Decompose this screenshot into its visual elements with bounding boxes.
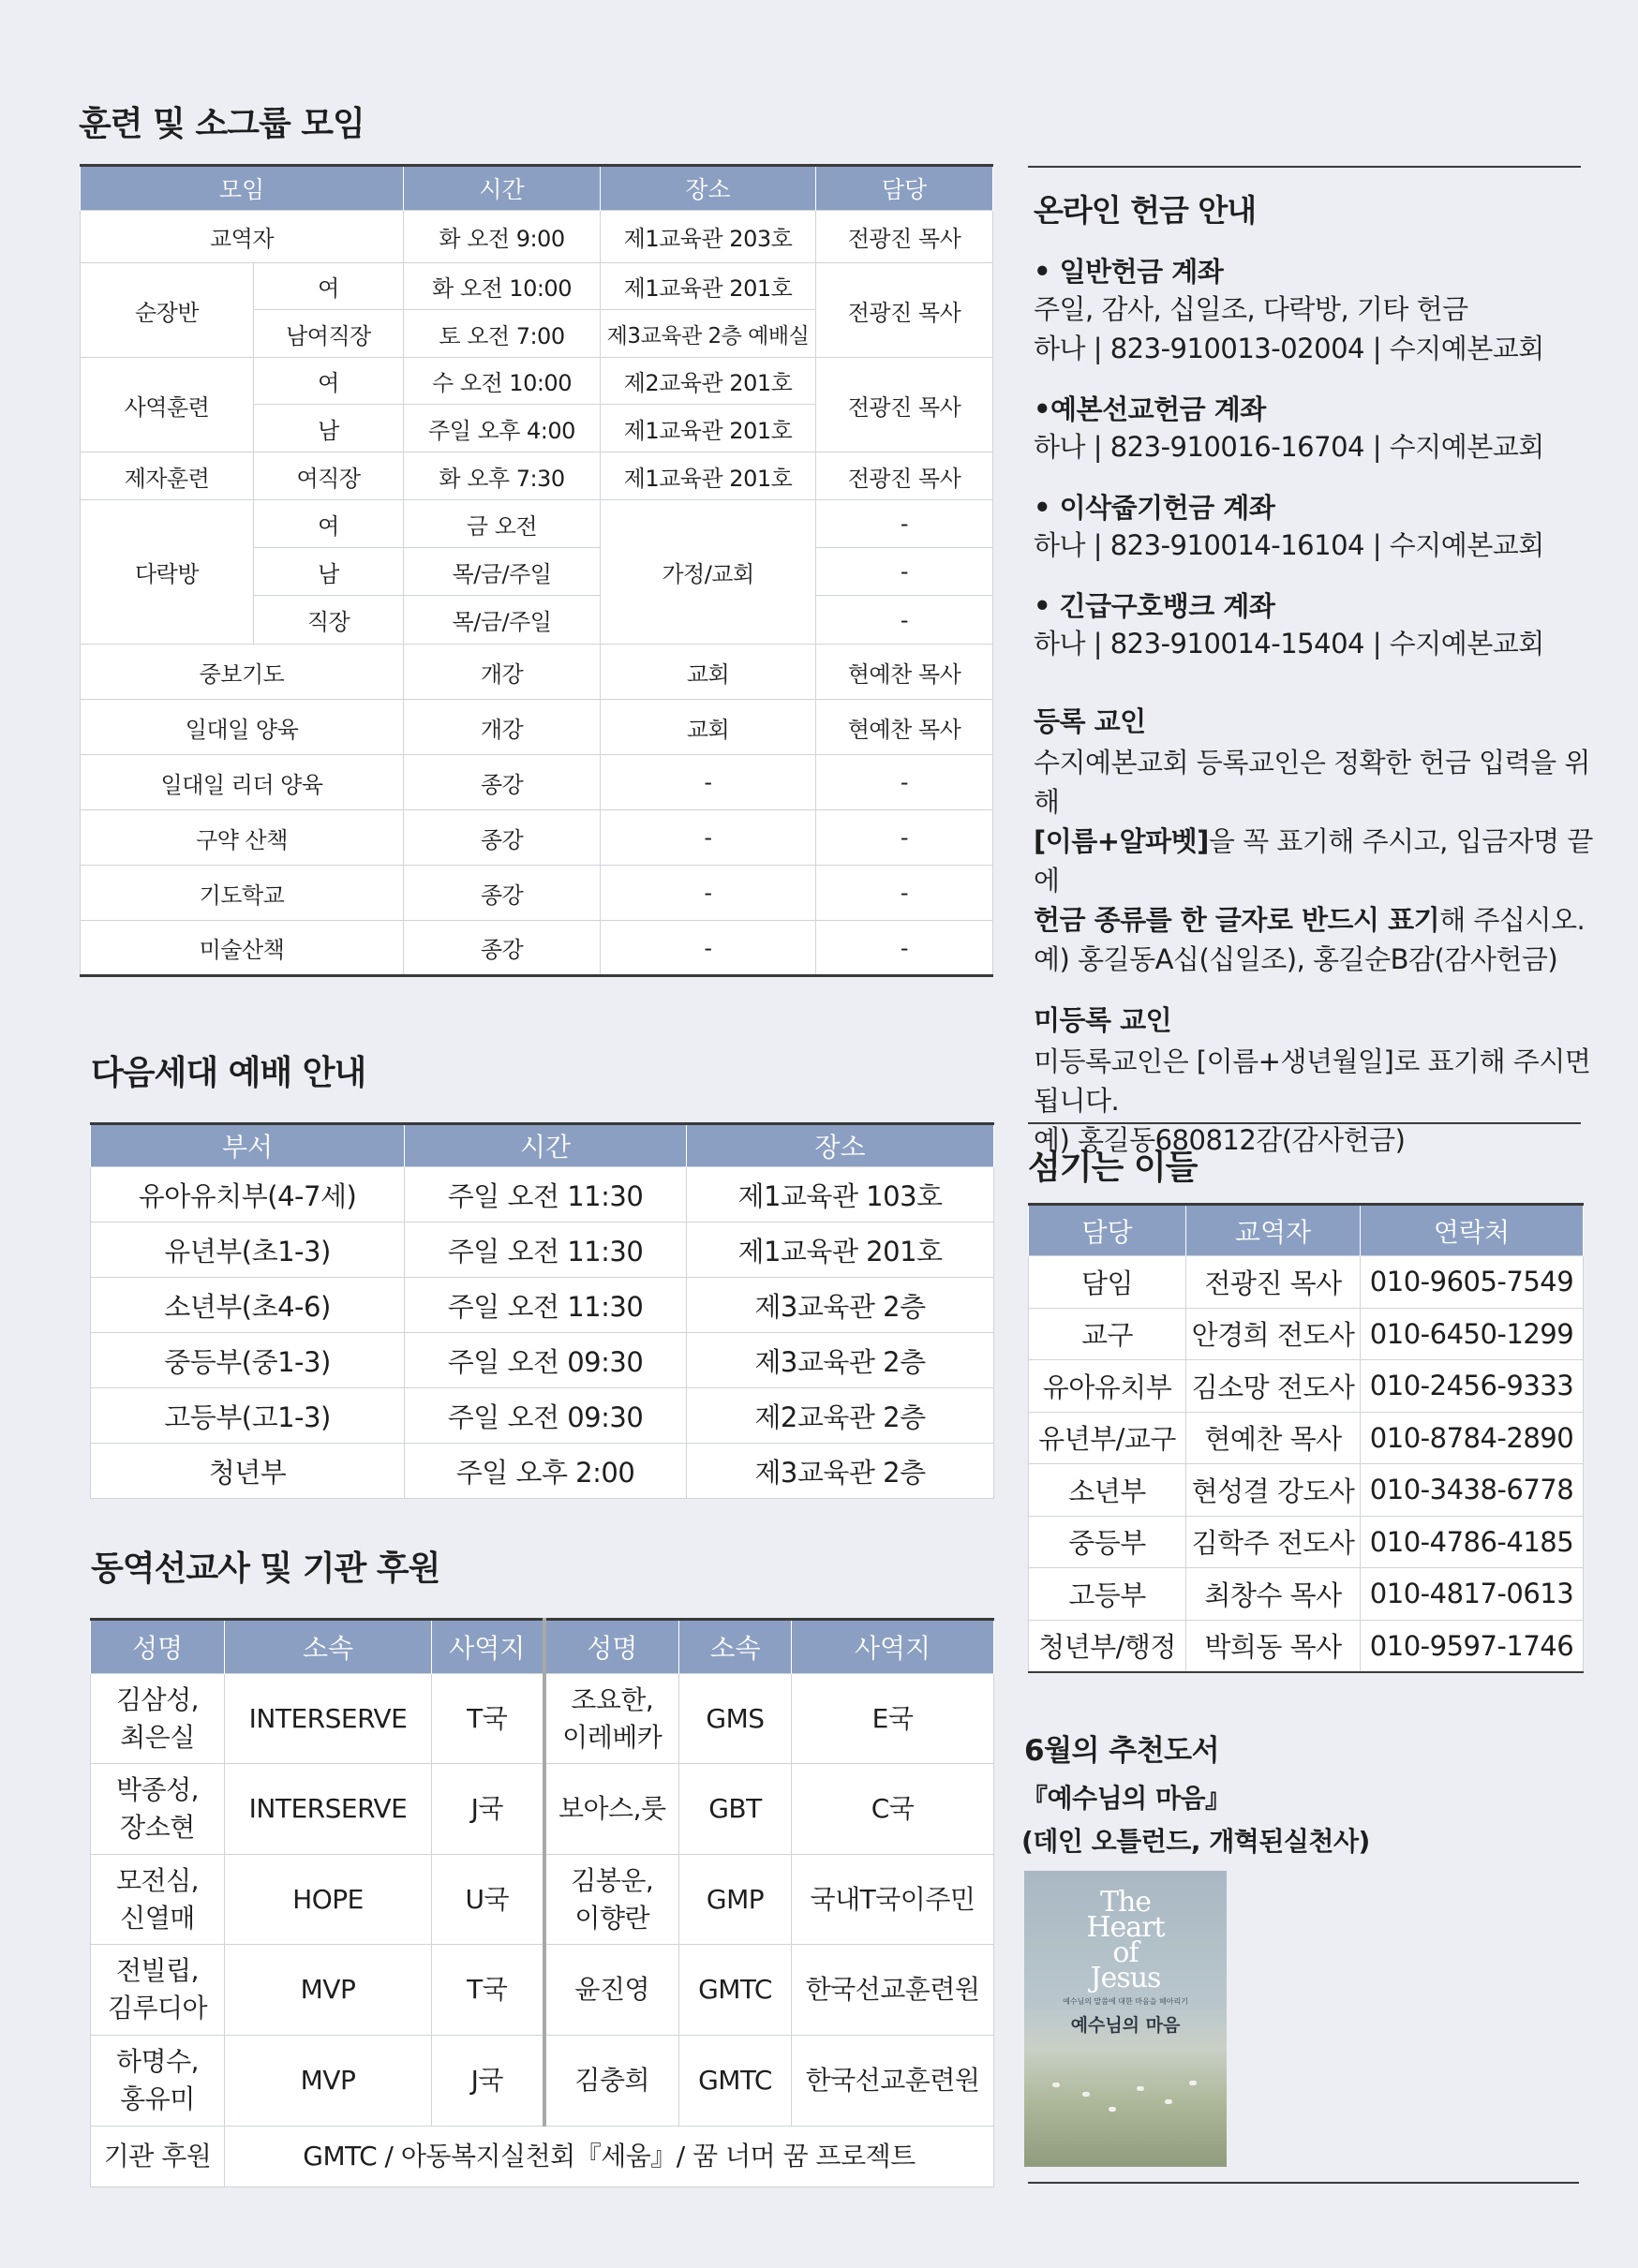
table-row — [81, 866, 993, 921]
table-cell: 토 오전 7:00 — [404, 310, 601, 358]
account-number: 하나 | 823-910013-02004 | 수지예본교회 — [1034, 333, 1544, 364]
table-cell: 유년부(초1-3) — [91, 1223, 405, 1278]
header-cell: 담당 — [816, 166, 993, 211]
table-cell: 주일 오전 09:30 — [405, 1388, 687, 1444]
table-cell: J국 — [432, 2036, 544, 2127]
table-cell: 박종성, 장소현 — [91, 1764, 225, 1855]
table-cell: 개강 — [404, 645, 601, 700]
header-cell: 교역자 — [1186, 1205, 1361, 1256]
unregistered-example: 예) 홍길동680812감(감사헌금) — [1034, 1124, 1406, 1156]
table-cell: 제2교육관 2층 — [687, 1388, 994, 1444]
table-row — [91, 2036, 994, 2127]
cover-title-line: Jesus — [1090, 1962, 1161, 1994]
header-cell: 장소 — [687, 1124, 994, 1167]
table-cell: 여 — [254, 500, 404, 548]
table-cell: 화 오전 10:00 — [404, 263, 601, 310]
table-cell: 조요한, 이레베카 — [544, 1674, 679, 1764]
table-cell: 010-4786-4185 — [1361, 1516, 1584, 1568]
table-cell: 김소망 전도사 — [1186, 1360, 1361, 1413]
account-title: • 긴급구호뱅크 계좌 — [1034, 590, 1275, 622]
table-cell: 교구 — [1029, 1308, 1186, 1360]
header-cell: 성명 — [544, 1620, 679, 1674]
table-cell: 제3교육관 2층 예배실 — [601, 310, 816, 358]
table-row — [1029, 1568, 1584, 1621]
table-cell: 주일 오후 4:00 — [404, 405, 601, 452]
table-cell: 사역훈련 — [81, 358, 254, 452]
table-row — [91, 1333, 994, 1388]
table-cell: 남 — [254, 548, 404, 596]
table-cell: 교회 — [601, 645, 816, 700]
header-cell: 부서 — [91, 1124, 405, 1167]
table-cell: 남 — [254, 405, 404, 452]
table-cell: E국 — [792, 1674, 994, 1764]
table-cell: 청년부/행정 — [1029, 1620, 1186, 1672]
table-row — [1029, 1256, 1584, 1309]
table-header — [91, 1124, 994, 1167]
registered-text: 수지예본교회 등록교인은 정확한 헌금 입력을 위해 — [1034, 747, 1590, 818]
book-cover-image — [1024, 1871, 1227, 2167]
table-cell: 전빌립, 김루디아 — [91, 1945, 225, 2036]
missions-title: 동역선교사 및 기관 후원 — [91, 1549, 440, 1588]
table-cell: 중보기도 — [81, 645, 404, 700]
account-title: • 이삭줍기헌금 계좌 — [1034, 492, 1275, 524]
registered-example: 예) 홍길동A십(십일조), 홍길순B감(감사헌금) — [1034, 943, 1558, 975]
table-row — [81, 211, 993, 263]
missions-table — [90, 1618, 994, 2187]
table-cell: 최창수 목사 — [1186, 1568, 1361, 1621]
divider — [1028, 166, 1581, 168]
table-cell: 제2교육관 201호 — [601, 358, 816, 405]
registered-title: 등록 교인 — [1034, 705, 1146, 737]
table-header — [1029, 1205, 1584, 1256]
table-cell: HOPE — [225, 1855, 432, 1945]
table-cell: INTERSERVE — [225, 1674, 432, 1764]
table-row — [81, 500, 993, 548]
book-cover-title — [1024, 1886, 1227, 1994]
table-cell: 국내T국이주민 — [792, 1855, 994, 1945]
header-cell: 시간 — [405, 1124, 687, 1167]
cover-title-line: The — [1099, 1886, 1152, 1919]
table-cell: 모전심, 신열매 — [91, 1855, 225, 1945]
registered-text-part: 해 주십시오. — [1439, 904, 1586, 936]
table-cell: 일대일 리더 양육 — [81, 755, 404, 810]
table-cell: 종강 — [404, 810, 601, 866]
table-row — [1029, 1464, 1584, 1517]
table-cell: 금 오전 — [404, 500, 601, 548]
table-cell: - — [816, 755, 993, 810]
table-cell: 전광진 목사 — [816, 263, 993, 358]
table-cell: J국 — [432, 1764, 544, 1855]
table-cell: 주일 오전 11:30 — [405, 1278, 687, 1333]
table-cell: 제1교육관 103호 — [687, 1167, 994, 1223]
cover-title-line: Heart — [1086, 1911, 1165, 1944]
book-section-title: 6월의 추천도서 — [1024, 1734, 1220, 1768]
table-cell: - — [816, 866, 993, 921]
table-row — [91, 1388, 994, 1444]
table-cell: 여 — [254, 358, 404, 405]
table-cell: 010-8784-2890 — [1361, 1412, 1584, 1464]
table-row — [91, 1855, 994, 1945]
table-cell: 010-4817-0613 — [1361, 1568, 1584, 1621]
highlight-text: 헌금 종류를 한 글자로 반드시 표기 — [1034, 904, 1440, 936]
table-row — [81, 921, 993, 976]
sheep-shape — [1052, 2083, 1060, 2087]
table-cell: GBT — [679, 1764, 792, 1855]
institution-label: 기관 후원 — [91, 2127, 225, 2187]
header-cell: 사역지 — [792, 1620, 994, 1674]
table-cell: 종강 — [404, 866, 601, 921]
table-cell: 목/금/주일 — [404, 548, 601, 596]
table-cell: 010-6450-1299 — [1361, 1308, 1584, 1360]
table-cell: 직장 — [254, 596, 404, 645]
table-row — [81, 810, 993, 866]
table-cell: 수 오전 10:00 — [404, 358, 601, 405]
table-cell: 한국선교훈련원 — [792, 2036, 994, 2127]
table-cell: 소년부 — [1029, 1464, 1186, 1517]
table-cell: 010-2456-9333 — [1361, 1360, 1584, 1413]
table-cell: 제1교육관 201호 — [601, 405, 816, 452]
table-cell: 010-3438-6778 — [1361, 1464, 1584, 1517]
table-row — [91, 1444, 994, 1499]
sheep-shape — [1082, 2092, 1090, 2097]
sheep-shape — [1165, 2099, 1172, 2104]
table-cell: 제3교육관 2층 — [687, 1278, 994, 1333]
header-cell: 담당 — [1029, 1205, 1186, 1256]
table-cell: 현예찬 목사 — [1186, 1412, 1361, 1464]
table-cell: 제1교육관 201호 — [601, 452, 816, 500]
header-cell: 연락처 — [1361, 1205, 1584, 1256]
table-cell: 기도학교 — [81, 866, 404, 921]
unregistered-text: 됩니다. — [1034, 1085, 1120, 1117]
table-cell: 현예찬 목사 — [816, 645, 993, 700]
table-cell: - — [601, 921, 816, 976]
training-table — [80, 164, 993, 977]
table-cell: 제3교육관 2층 — [687, 1444, 994, 1499]
table-cell: 소년부(초4-6) — [91, 1278, 405, 1333]
header-cell: 시간 — [404, 166, 601, 211]
table-cell: 교회 — [601, 700, 816, 755]
table-cell: 주일 오후 2:00 — [405, 1444, 687, 1499]
table-cell: - — [601, 810, 816, 866]
table-cell: 하명수, 홍유미 — [91, 2036, 225, 2127]
table-cell: - — [601, 866, 816, 921]
table-cell: 일대일 양육 — [81, 700, 404, 755]
servers-title: 섬기는 이들 — [1028, 1149, 1198, 1187]
account-number: 하나 | 823-910016-16704 | 수지예본교회 — [1034, 431, 1544, 463]
table-cell: 가정/교회 — [601, 500, 816, 645]
table-cell: 유아유치부 — [1029, 1360, 1186, 1413]
table-cell: 여 — [254, 263, 404, 310]
table-cell: 개강 — [404, 700, 601, 755]
account-title: • 일반헌금 계좌 — [1034, 256, 1224, 288]
table-cell: 여직장 — [254, 452, 404, 500]
book-cover-korean-title: 예수님의 마음 — [1070, 2015, 1181, 2036]
table-cell: 유아유치부(4-7세) — [91, 1167, 405, 1223]
table-cell: 종강 — [404, 755, 601, 810]
institution-value: GMTC / 아동복지실천회『세움』/ 꿈 너머 꿈 프로젝트 — [225, 2127, 994, 2187]
unregistered-text: 미등록교인은 [이름+생년월일]로 표기해 주시면 — [1034, 1045, 1591, 1077]
table-cell: 화 오후 7:30 — [404, 452, 601, 500]
table-row — [81, 645, 993, 700]
table-cell: 담임 — [1029, 1256, 1186, 1309]
table-row — [91, 2127, 994, 2187]
table-cell: 제1교육관 201호 — [687, 1223, 994, 1278]
table-cell: 청년부 — [91, 1444, 405, 1499]
table-cell: 안경희 전도사 — [1186, 1308, 1361, 1360]
table-cell: 윤진영 — [544, 1945, 679, 2036]
sheep-shape — [1137, 2086, 1144, 2091]
online-offering-section — [1034, 186, 1596, 1160]
table-cell: 제1교육관 201호 — [601, 263, 816, 310]
table-cell: 중등부 — [1029, 1516, 1186, 1568]
nextgen-table — [90, 1122, 994, 1499]
table-cell: 고등부 — [1029, 1568, 1186, 1621]
table-cell: GMTC — [679, 1945, 792, 2036]
table-cell: - — [816, 921, 993, 976]
nextgen-title: 다음세대 예배 안내 — [91, 1054, 366, 1092]
table-cell: 김삼성, 최은실 — [91, 1674, 225, 1764]
table-cell: 현예찬 목사 — [816, 700, 993, 755]
account-number: 하나 | 823-910014-15404 | 수지예본교회 — [1034, 628, 1544, 660]
table-cell: 제1교육관 203호 — [601, 211, 816, 263]
table-cell: - — [816, 596, 993, 645]
header-cell: 소속 — [679, 1620, 792, 1674]
table-cell: - — [816, 500, 993, 548]
servers-table — [1028, 1203, 1584, 1673]
header-cell: 소속 — [225, 1620, 432, 1674]
header-cell: 사역지 — [432, 1620, 544, 1674]
table-cell: 제자훈련 — [81, 452, 254, 500]
table-cell: 고등부(고1-3) — [91, 1388, 405, 1444]
table-cell: U국 — [432, 1855, 544, 1945]
table-cell: 남여직장 — [254, 310, 404, 358]
cover-title-line: of — [1112, 1936, 1139, 1969]
table-cell: 010-9605-7549 — [1361, 1256, 1584, 1309]
table-row — [81, 358, 993, 405]
table-cell: 전광진 목사 — [1186, 1256, 1361, 1309]
table-cell: GMP — [679, 1855, 792, 1945]
table-cell: 김학주 전도사 — [1186, 1516, 1361, 1568]
highlight-text: [이름+알파벳] — [1034, 825, 1209, 857]
divider — [1028, 1122, 1581, 1124]
header-cell: 성명 — [91, 1620, 225, 1674]
table-row — [1029, 1308, 1584, 1360]
book-name: 『예수님의 마음』 — [1021, 1783, 1231, 1814]
book-author: (데인 오틀런드, 개혁된실천사) — [1021, 1826, 1370, 1857]
table-row — [1029, 1620, 1584, 1672]
table-row — [91, 1764, 994, 1855]
table-cell: C국 — [792, 1764, 994, 1855]
registered-text-part: 을 꼭 표기해 주시고, 입금자명 끝에 — [1034, 825, 1593, 897]
table-cell: 전광진 목사 — [816, 452, 993, 500]
table-row — [91, 1674, 994, 1764]
table-cell: 구약 산책 — [81, 810, 404, 866]
account-title: •예본선교헌금 계좌 — [1034, 393, 1266, 425]
training-title: 훈련 및 소그룹 모임 — [79, 105, 365, 143]
table-cell: MVP — [225, 1945, 432, 2036]
header-cell: 장소 — [601, 166, 816, 211]
table-row — [91, 1278, 994, 1333]
registered-text — [1034, 822, 1596, 900]
table-cell: 주일 오전 09:30 — [405, 1333, 687, 1388]
table-cell: T국 — [432, 1945, 544, 2036]
table-cell: 주일 오전 11:30 — [405, 1223, 687, 1278]
table-cell: 전광진 목사 — [816, 358, 993, 452]
table-cell: MVP — [225, 2036, 432, 2127]
table-row — [91, 1167, 994, 1223]
table-row — [91, 1945, 994, 2036]
table-cell: 박희동 목사 — [1186, 1620, 1361, 1672]
table-cell: 김충희 — [544, 2036, 679, 2127]
registered-text — [1034, 900, 1596, 940]
book-cover-subtitle: 예수님의 말씀에 대한 마음을 헤아리기 — [1063, 1997, 1188, 2006]
table-row — [81, 452, 993, 500]
table-cell: 현성결 강도사 — [1186, 1464, 1361, 1517]
sheep-shape — [1189, 2081, 1197, 2085]
table-row — [81, 755, 993, 810]
table-cell: 주일 오전 11:30 — [405, 1167, 687, 1223]
table-cell: GMTC — [679, 2036, 792, 2127]
account-desc: 주일, 감사, 십일조, 다락방, 기타 헌금 — [1034, 293, 1468, 325]
table-cell: GMS — [679, 1674, 792, 1764]
table-cell: 유년부/교구 — [1029, 1412, 1186, 1464]
table-cell: 종강 — [404, 921, 601, 976]
table-row — [1029, 1360, 1584, 1413]
table-cell: 순장반 — [81, 263, 254, 358]
header-cell: 모임 — [81, 166, 404, 211]
table-cell: 화 오전 9:00 — [404, 211, 601, 263]
table-cell: 010-9597-1746 — [1361, 1620, 1584, 1672]
table-cell: 김봉운, 이향란 — [544, 1855, 679, 1945]
table-row — [1029, 1516, 1584, 1568]
table-cell: - — [601, 755, 816, 810]
table-row — [81, 700, 993, 755]
table-cell: 전광진 목사 — [816, 211, 993, 263]
table-cell: 미술산책 — [81, 921, 404, 976]
table-cell: INTERSERVE — [225, 1764, 432, 1855]
table-cell: 교역자 — [81, 211, 404, 263]
table-row — [91, 1223, 994, 1278]
table-cell: 중등부(중1-3) — [91, 1333, 405, 1388]
online-offering-title: 온라인 헌금 안내 — [1034, 192, 1257, 229]
account-number: 하나 | 823-910014-16104 | 수지예본교회 — [1034, 529, 1544, 561]
table-cell: 보아스,룻 — [544, 1764, 679, 1855]
table-header — [91, 1620, 994, 1674]
table-row — [1029, 1412, 1584, 1464]
table-cell: T국 — [432, 1674, 544, 1764]
sheep-shape — [1109, 2107, 1116, 2112]
unregistered-title: 미등록 교인 — [1034, 1004, 1172, 1036]
table-cell: - — [816, 810, 993, 866]
table-row — [81, 263, 993, 310]
table-cell: 목/금/주일 — [404, 596, 601, 645]
divider — [1028, 2182, 1579, 2184]
table-cell: 제3교육관 2층 — [687, 1333, 994, 1388]
table-cell: 다락방 — [81, 500, 254, 645]
table-cell: - — [816, 548, 993, 596]
table-cell: 한국선교훈련원 — [792, 1945, 994, 2036]
table-header — [81, 166, 993, 211]
